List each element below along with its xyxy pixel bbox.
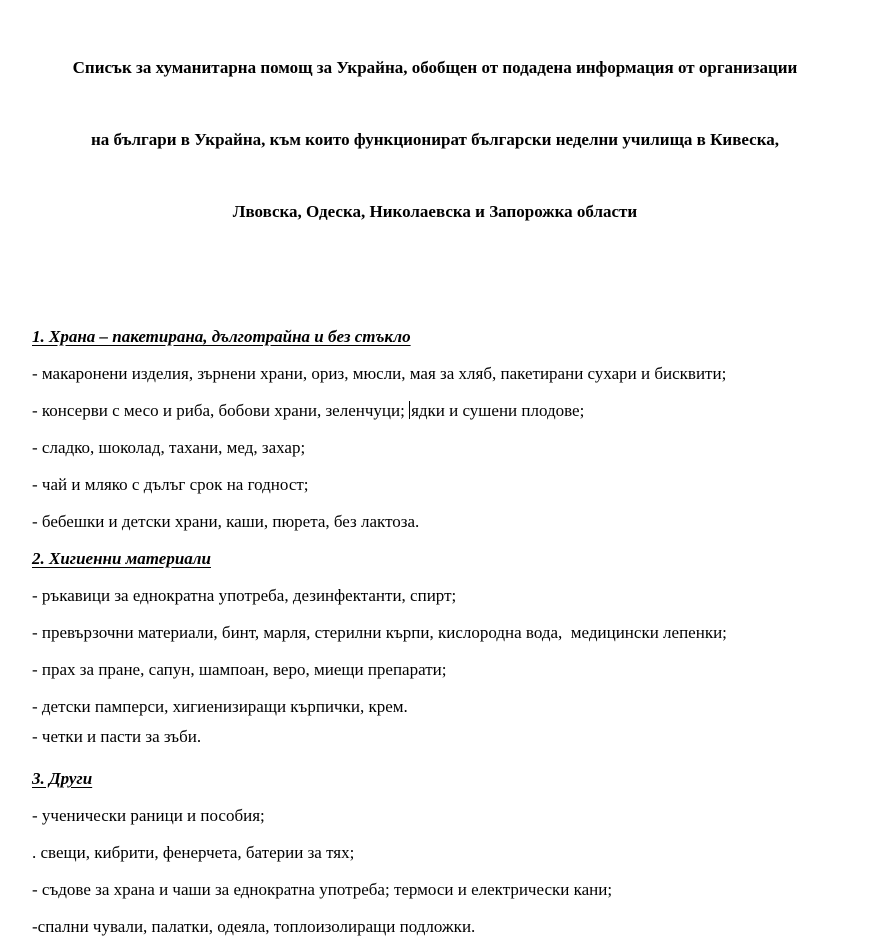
text-cursor xyxy=(409,401,410,419)
document-body xyxy=(0,327,870,937)
list-item[interactable]: - бебешки и детски храни, каши, пюрета, без лактоза. xyxy=(32,512,420,531)
section-heading[interactable]: 2. Хигиенни материали xyxy=(32,549,211,568)
list-item[interactable] xyxy=(32,401,856,421)
list-item-text-after-cursor: ядки и сушени плодове; xyxy=(411,401,585,420)
list-item-text-before-cursor: - консерви с месо и риба, бобови храни, зеленчуци; xyxy=(32,401,410,420)
list-item[interactable]: - детски памперси, хигиенизиращи кърпички, крем. xyxy=(32,697,408,716)
document-title xyxy=(0,8,870,272)
list-item[interactable]: - ученически раници и пособия; xyxy=(32,806,265,825)
list-item[interactable]: - четки и пасти за зъби. xyxy=(32,727,202,746)
section-heading[interactable]: 3. Други xyxy=(32,769,93,788)
title-line[interactable]: Лвовска, Одеска, Николаевска и Запорожка области xyxy=(232,202,638,221)
list-item[interactable]: - прах за пране, сапун, шампоан, веро, миещи препарати; xyxy=(32,660,447,679)
list-item[interactable]: - сладко, шоколад, тахани, мед, захар; xyxy=(32,438,306,457)
list-item[interactable]: - превързочни материали, бинт, марля, стерилни кърпи, кислородна вода, медицински лепенки; xyxy=(32,623,727,642)
title-line[interactable]: Списък за хуманитарна помощ за Украйна, обобщен от подадена информация от организации xyxy=(72,58,798,77)
title-line[interactable]: на българи в Украйна, към които функционират български неделни училища в Кивеска, xyxy=(90,130,779,149)
list-item[interactable]: . свещи, кибрити, фенерчета, батерии за тях; xyxy=(32,843,355,862)
section-food xyxy=(32,327,856,532)
section-heading[interactable]: 1. Храна – пакетирана, дълготрайна и без стъкло xyxy=(32,327,411,346)
list-item[interactable]: -спални чували, палатки, одеяла, топлоизолиращи подложки. xyxy=(32,917,476,936)
list-item[interactable]: - съдове за храна и чаши за еднократна употреба; термоси и електрически кани; xyxy=(32,880,613,899)
section-hygiene xyxy=(32,549,856,747)
list-item[interactable]: - ръкавици за еднократна употреба, дезинфектанти, спирт; xyxy=(32,586,457,605)
list-item[interactable]: - чай и мляко с дълъг срок на годност; xyxy=(32,475,309,494)
list-item[interactable]: - макаронени изделия, зърнени храни, ориз, мюсли, мая за хляб, пакетирани сухари и бисквити; xyxy=(32,364,727,383)
section-other xyxy=(32,769,856,937)
